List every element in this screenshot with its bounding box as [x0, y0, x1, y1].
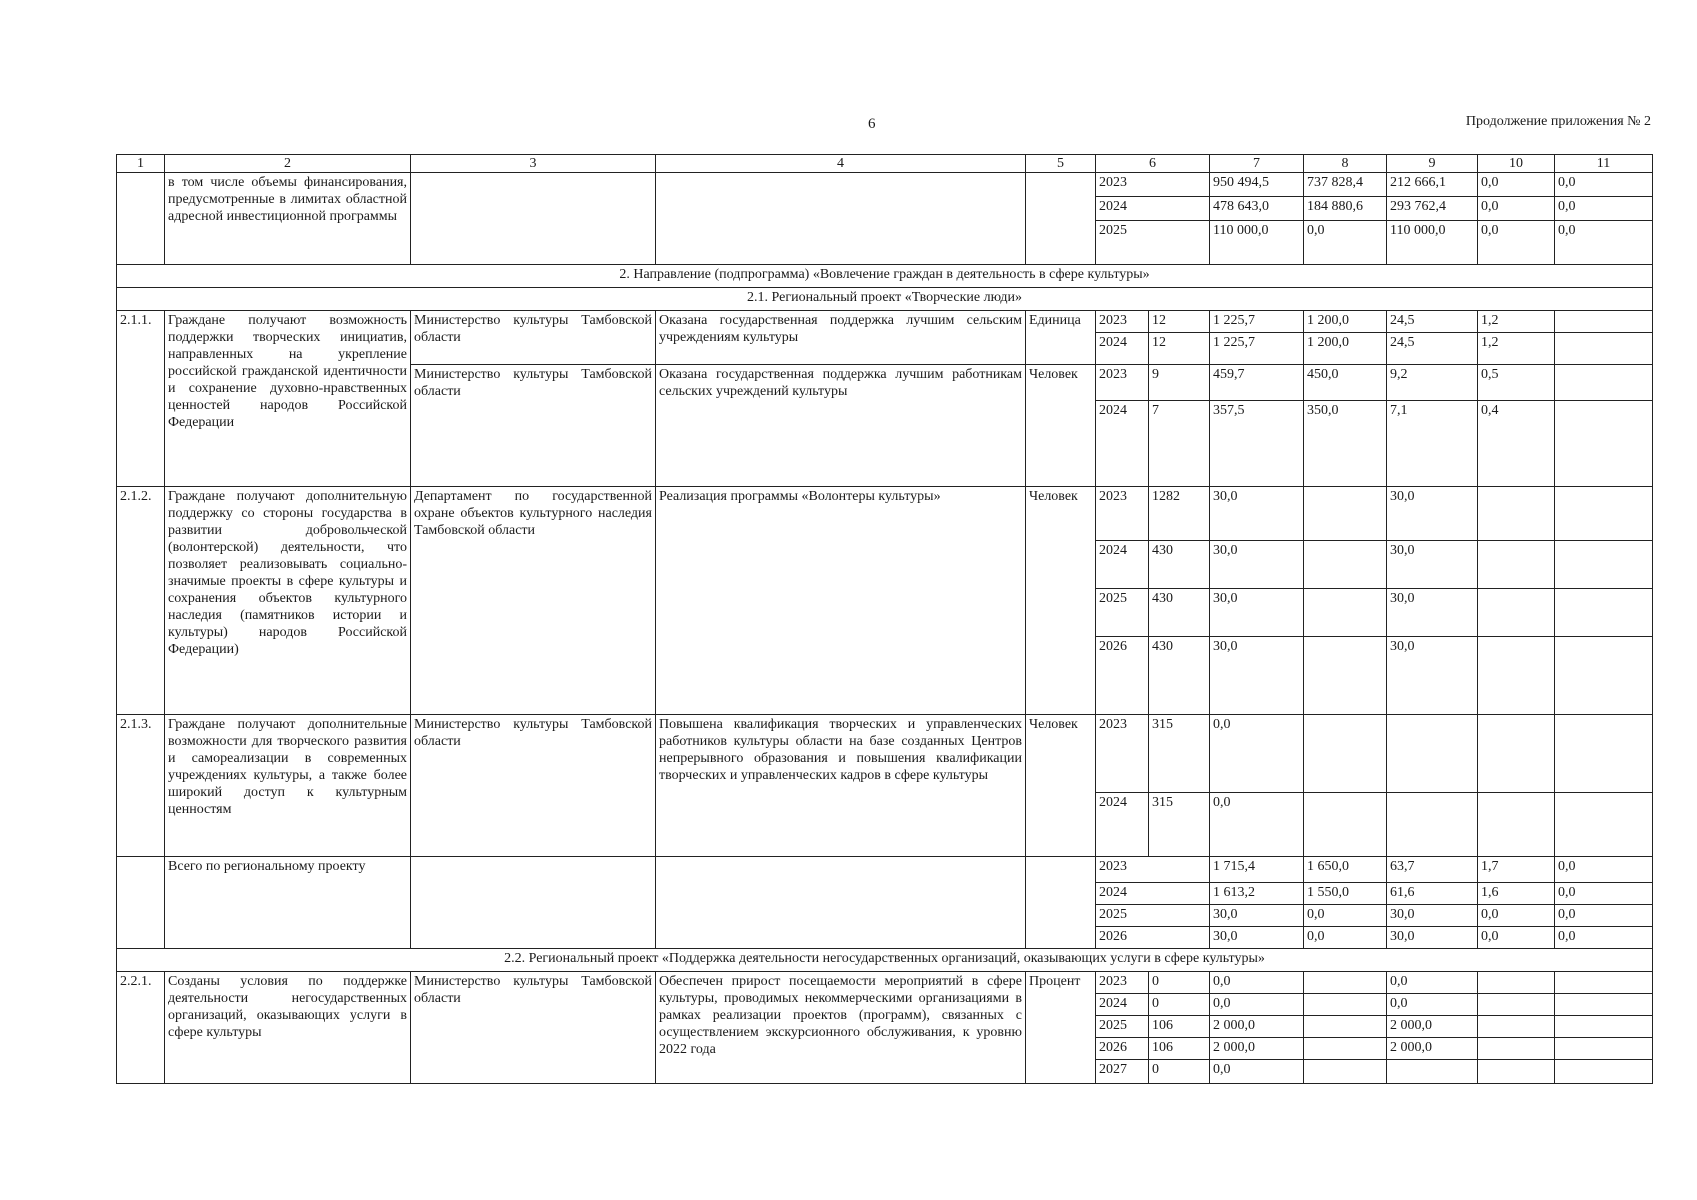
- header-cell: 4: [656, 155, 1026, 173]
- unit-cell: Единица: [1026, 311, 1096, 365]
- amount-cell: 2 000,0: [1210, 1038, 1304, 1060]
- amount-cell: [1387, 793, 1478, 857]
- amount-cell: 24,5: [1387, 333, 1478, 365]
- indicator-value-cell: 0: [1149, 994, 1210, 1016]
- amount-cell: 478 643,0: [1210, 197, 1304, 221]
- amount-cell: 1 225,7: [1210, 333, 1304, 365]
- amount-cell: 0,0: [1478, 173, 1555, 197]
- number-cell: 2.1.2.: [117, 487, 165, 715]
- table-cell: [1026, 857, 1096, 949]
- amount-cell: [1478, 793, 1555, 857]
- result-cell: Обеспечен прирост посещаемости мероприятий в сфере культуры, проводимых некоммерческими организациями в рамках реализации проектов (программ), связанных с осуществлением экскурсионного обслуживания, к уровню 2022 года: [656, 972, 1026, 1084]
- project-title: 2.2. Региональный проект «Поддержка деятельности негосударственных организаций, оказывающих услуги в сфере культуры»: [117, 949, 1653, 972]
- table-row: [117, 487, 1653, 541]
- indicator-value-cell: 12: [1149, 333, 1210, 365]
- indicator-value-cell: 430: [1149, 541, 1210, 589]
- amount-cell: [1555, 715, 1653, 793]
- amount-cell: 1 225,7: [1210, 311, 1304, 333]
- number-cell: [117, 173, 165, 265]
- amount-cell: [1555, 994, 1653, 1016]
- amount-cell: 0,0: [1210, 972, 1304, 994]
- table-cell: [411, 857, 656, 949]
- year-cell: 2025: [1096, 1016, 1149, 1038]
- amount-cell: 30,0: [1210, 905, 1304, 927]
- header-cell: 5: [1026, 155, 1096, 173]
- result-cell: Оказана государственная поддержка лучшим сельским учреждениям культуры: [656, 311, 1026, 365]
- number-cell: 2.1.3.: [117, 715, 165, 857]
- amount-cell: 0,0: [1478, 197, 1555, 221]
- indicator-value-cell: 12: [1149, 311, 1210, 333]
- year-cell: 2023: [1096, 972, 1149, 994]
- amount-cell: [1555, 311, 1653, 333]
- appendix-table: [116, 154, 1653, 1084]
- amount-cell: [1555, 972, 1653, 994]
- table-row: [117, 972, 1653, 994]
- amount-cell: 30,0: [1387, 905, 1478, 927]
- table-row: [117, 311, 1653, 333]
- year-cell: 2025: [1096, 589, 1149, 637]
- header-cell: 10: [1478, 155, 1555, 173]
- indicator-value-cell: 7: [1149, 401, 1210, 487]
- amount-cell: 0,0: [1555, 857, 1653, 883]
- indicator-value-cell: 106: [1149, 1038, 1210, 1060]
- amount-cell: 0,0: [1555, 221, 1653, 265]
- amount-cell: 0,4: [1478, 401, 1555, 487]
- amount-cell: 0,0: [1478, 905, 1555, 927]
- amount-cell: [1304, 972, 1387, 994]
- amount-cell: 30,0: [1210, 589, 1304, 637]
- amount-cell: 1 200,0: [1304, 311, 1387, 333]
- amount-cell: 0,0: [1210, 1060, 1304, 1084]
- task-cell: Созданы условия по поддержке деятельности негосударственных организаций, оказывающих услуги в сфере культуры: [165, 972, 411, 1084]
- unit-cell: Процент: [1026, 972, 1096, 1084]
- amount-cell: [1555, 541, 1653, 589]
- table-row: [117, 715, 1653, 793]
- page-number: 6: [868, 116, 876, 132]
- amount-cell: [1387, 1060, 1478, 1084]
- amount-cell: 1 200,0: [1304, 333, 1387, 365]
- amount-cell: 30,0: [1387, 637, 1478, 715]
- year-cell: 2023: [1096, 173, 1210, 197]
- amount-cell: 1 715,4: [1210, 857, 1304, 883]
- amount-cell: 2 000,0: [1387, 1016, 1478, 1038]
- amount-cell: [1478, 487, 1555, 541]
- amount-cell: [1555, 365, 1653, 401]
- amount-cell: [1478, 715, 1555, 793]
- amount-cell: 30,0: [1210, 637, 1304, 715]
- section-row: [117, 288, 1653, 311]
- amount-cell: 459,7: [1210, 365, 1304, 401]
- amount-cell: 293 762,4: [1387, 197, 1478, 221]
- amount-cell: [1304, 1016, 1387, 1038]
- amount-cell: 0,0: [1304, 905, 1387, 927]
- amount-cell: 0,0: [1210, 715, 1304, 793]
- amount-cell: 30,0: [1387, 487, 1478, 541]
- amount-cell: 1 550,0: [1304, 883, 1387, 905]
- section-title: 2. Направление (подпрограмма) «Вовлечение граждан в деятельность в сфере культуры»: [117, 265, 1653, 288]
- header-cell: 9: [1387, 155, 1478, 173]
- amount-cell: 0,0: [1555, 173, 1653, 197]
- amount-cell: [1304, 1060, 1387, 1084]
- amount-cell: [1478, 1038, 1555, 1060]
- table-body: [117, 155, 1653, 1084]
- header-cell: 11: [1555, 155, 1653, 173]
- year-cell: 2024: [1096, 333, 1149, 365]
- amount-cell: 0,0: [1555, 927, 1653, 949]
- year-cell: 2026: [1096, 637, 1149, 715]
- amount-cell: 950 494,5: [1210, 173, 1304, 197]
- year-cell: 2026: [1096, 1038, 1149, 1060]
- amount-cell: 1 650,0: [1304, 857, 1387, 883]
- year-cell: 2024: [1096, 401, 1149, 487]
- amount-cell: 0,0: [1478, 221, 1555, 265]
- amount-cell: [1555, 589, 1653, 637]
- indicator-value-cell: 1282: [1149, 487, 1210, 541]
- number-cell: [117, 857, 165, 949]
- amount-cell: 30,0: [1210, 487, 1304, 541]
- result-cell: Повышена квалификация творческих и управленческих работников культуры области на базе созданных Центров непрерывного образования и повышения квалификации творческих и управленческих кадров в сфере культуры: [656, 715, 1026, 857]
- amount-cell: 0,5: [1478, 365, 1555, 401]
- indicator-value-cell: 0: [1149, 972, 1210, 994]
- year-cell: 2023: [1096, 715, 1149, 793]
- header-cell: 8: [1304, 155, 1387, 173]
- amount-cell: [1478, 994, 1555, 1016]
- amount-cell: 30,0: [1387, 927, 1478, 949]
- table-row: [117, 173, 1653, 197]
- amount-cell: 30,0: [1387, 589, 1478, 637]
- header-cell: 2: [165, 155, 411, 173]
- year-cell: 2025: [1096, 905, 1210, 927]
- amount-cell: 0,0: [1304, 221, 1387, 265]
- amount-cell: 0,0: [1555, 883, 1653, 905]
- continuation-note: Продолжение приложения № 2: [1465, 114, 1651, 129]
- amount-cell: [1387, 715, 1478, 793]
- year-cell: 2023: [1096, 487, 1149, 541]
- year-cell: 2024: [1096, 541, 1149, 589]
- amount-cell: [1555, 487, 1653, 541]
- amount-cell: 450,0: [1304, 365, 1387, 401]
- number-cell: 2.2.1.: [117, 972, 165, 1084]
- task-cell: в том числе объемы финансирования, предусмотренные в лимитах областной адресной инвестиционной программы: [165, 173, 411, 265]
- header-row: [117, 155, 1653, 173]
- amount-cell: 2 000,0: [1387, 1038, 1478, 1060]
- indicator-value-cell: 9: [1149, 365, 1210, 401]
- header-cell: 6: [1096, 155, 1210, 173]
- amount-cell: 110 000,0: [1387, 221, 1478, 265]
- amount-cell: [1555, 401, 1653, 487]
- indicator-value-cell: 0: [1149, 1060, 1210, 1084]
- year-cell: 2024: [1096, 793, 1149, 857]
- amount-cell: 30,0: [1387, 541, 1478, 589]
- executor-cell: [411, 173, 656, 265]
- amount-cell: [1478, 637, 1555, 715]
- year-cell: 2024: [1096, 883, 1210, 905]
- unit-cell: Человек: [1026, 365, 1096, 487]
- result-cell: Оказана государственная поддержка лучшим работникам сельских учреждений культуры: [656, 365, 1026, 487]
- indicator-value-cell: 430: [1149, 637, 1210, 715]
- header-cell: 3: [411, 155, 656, 173]
- amount-cell: 184 880,6: [1304, 197, 1387, 221]
- year-cell: 2024: [1096, 197, 1210, 221]
- executor-cell: Министерство культуры Тамбовской области: [411, 365, 656, 487]
- amount-cell: 1,7: [1478, 857, 1555, 883]
- total-row: [117, 857, 1653, 883]
- task-cell: Граждане получают дополнительную поддержку со стороны государства в развитии добровольческой (волонтерской) деятельности, что позволяет реализовывать социально-значимые проекты в сфере культуры и сохранения объектов культурного наследия (памятников истории и культуры) народов Российской Федерации): [165, 487, 411, 715]
- task-cell: Граждане получают дополнительные возможности для творческого развития и самореализации в современных учреждениях культуры, а также более широкий доступ к культурным ценностям: [165, 715, 411, 857]
- year-cell: 2023: [1096, 365, 1149, 401]
- amount-cell: 63,7: [1387, 857, 1478, 883]
- executor-cell: Министерство культуры Тамбовской области: [411, 715, 656, 857]
- amount-cell: 0,0: [1210, 793, 1304, 857]
- amount-cell: 1,6: [1478, 883, 1555, 905]
- header-cell: 1: [117, 155, 165, 173]
- executor-cell: Департамент по государственной охране объектов культурного наследия Тамбовской области: [411, 487, 656, 715]
- amount-cell: [1304, 487, 1387, 541]
- unit-cell: [1026, 173, 1096, 265]
- amount-cell: [1304, 793, 1387, 857]
- executor-cell: Министерство культуры Тамбовской области: [411, 311, 656, 365]
- amount-cell: [1478, 541, 1555, 589]
- amount-cell: [1304, 637, 1387, 715]
- amount-cell: [1478, 1016, 1555, 1038]
- amount-cell: 0,0: [1555, 197, 1653, 221]
- amount-cell: [1304, 994, 1387, 1016]
- number-cell: 2.1.1.: [117, 311, 165, 487]
- amount-cell: 7,1: [1387, 401, 1478, 487]
- amount-cell: 737 828,4: [1304, 173, 1387, 197]
- year-cell: 2024: [1096, 994, 1149, 1016]
- amount-cell: 0,0: [1304, 927, 1387, 949]
- indicator-value-cell: 106: [1149, 1016, 1210, 1038]
- amount-cell: [1555, 1038, 1653, 1060]
- amount-cell: 30,0: [1210, 927, 1304, 949]
- indicator-value-cell: 315: [1149, 793, 1210, 857]
- section-row: [117, 265, 1653, 288]
- amount-cell: [1304, 589, 1387, 637]
- amount-cell: [1478, 589, 1555, 637]
- amount-cell: 357,5: [1210, 401, 1304, 487]
- result-cell: [656, 173, 1026, 265]
- amount-cell: 350,0: [1304, 401, 1387, 487]
- amount-cell: [1478, 972, 1555, 994]
- project-title: 2.1. Региональный проект «Творческие люди»: [117, 288, 1653, 311]
- amount-cell: 2 000,0: [1210, 1016, 1304, 1038]
- year-cell: 2025: [1096, 221, 1210, 265]
- amount-cell: 0,0: [1478, 927, 1555, 949]
- amount-cell: 0,0: [1387, 972, 1478, 994]
- total-label: Всего по региональному проекту: [165, 857, 411, 949]
- amount-cell: [1304, 541, 1387, 589]
- amount-cell: [1555, 1060, 1653, 1084]
- result-cell: Реализация программы «Волонтеры культуры»: [656, 487, 1026, 715]
- year-cell: 2026: [1096, 927, 1210, 949]
- amount-cell: [1478, 1060, 1555, 1084]
- amount-cell: [1304, 715, 1387, 793]
- unit-cell: Человек: [1026, 715, 1096, 857]
- section-row: [117, 949, 1653, 972]
- amount-cell: [1304, 1038, 1387, 1060]
- amount-cell: 61,6: [1387, 883, 1478, 905]
- amount-cell: 9,2: [1387, 365, 1478, 401]
- year-cell: 2023: [1096, 311, 1149, 333]
- amount-cell: 0,0: [1387, 994, 1478, 1016]
- amount-cell: 30,0: [1210, 541, 1304, 589]
- amount-cell: 24,5: [1387, 311, 1478, 333]
- header-cell: 7: [1210, 155, 1304, 173]
- table-cell: [656, 857, 1026, 949]
- executor-cell: Министерство культуры Тамбовской области: [411, 972, 656, 1084]
- task-cell: Граждане получают возможность поддержки творческих инициатив, направленных на укрепление российской гражданской идентичности и сохранение духовно-нравственных ценностей народов Российской Федерации: [165, 311, 411, 487]
- amount-cell: 1,2: [1478, 333, 1555, 365]
- year-cell: 2023: [1096, 857, 1210, 883]
- unit-cell: Человек: [1026, 487, 1096, 715]
- amount-cell: [1555, 1016, 1653, 1038]
- indicator-value-cell: 430: [1149, 589, 1210, 637]
- amount-cell: 0,0: [1555, 905, 1653, 927]
- amount-cell: 212 666,1: [1387, 173, 1478, 197]
- year-cell: 2027: [1096, 1060, 1149, 1084]
- amount-cell: 1 613,2: [1210, 883, 1304, 905]
- indicator-value-cell: 315: [1149, 715, 1210, 793]
- amount-cell: [1555, 333, 1653, 365]
- amount-cell: 1,2: [1478, 311, 1555, 333]
- amount-cell: [1555, 637, 1653, 715]
- amount-cell: 0,0: [1210, 994, 1304, 1016]
- amount-cell: [1555, 793, 1653, 857]
- amount-cell: 110 000,0: [1210, 221, 1304, 265]
